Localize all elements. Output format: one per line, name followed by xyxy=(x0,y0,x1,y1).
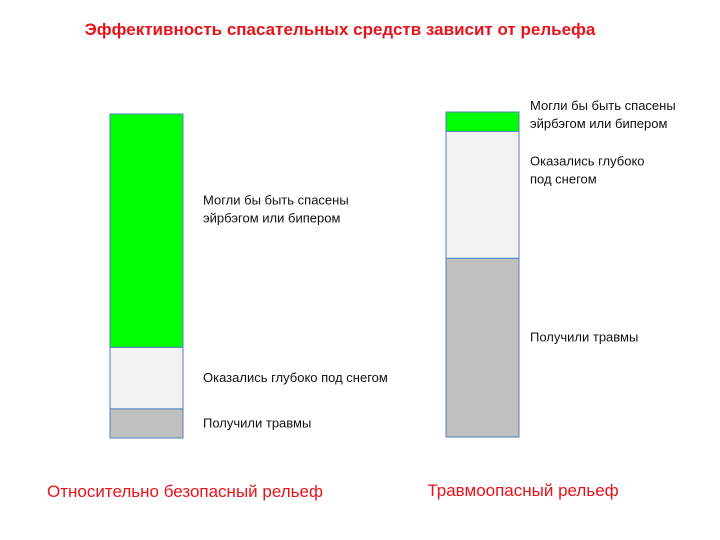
segment-label-buried-deep-traumatic-terrain: Оказались глубоко под снегом xyxy=(530,153,645,187)
category-label-traumatic-terrain: Травмоопасный рельеф xyxy=(427,481,619,500)
bar-segment-could-be-saved-safe-terrain xyxy=(110,114,183,347)
segment-label-buried-deep-safe-terrain: Оказались глубоко под снегом xyxy=(203,370,388,386)
bar-segment-buried-deep-safe-terrain xyxy=(110,347,183,409)
segment-label-injured-safe-terrain: Получили травмы xyxy=(203,415,312,431)
bar-segment-injured-traumatic-terrain xyxy=(446,258,519,437)
bar-segment-could-be-saved-traumatic-terrain xyxy=(446,112,519,132)
chart-title: Эффективность спасательных средств зависит от рельефа xyxy=(84,20,596,39)
segment-label-could-be-saved-traumatic-terrain: Могли бы быть спасены эйрбэгом или бипером xyxy=(530,98,676,131)
category-label-safe-terrain: Относительно безопасный рельеф xyxy=(47,482,323,501)
segment-label-could-be-saved-safe-terrain: Могли бы быть спасены эйрбэгом или бипером xyxy=(203,192,349,226)
bar-segment-injured-safe-terrain xyxy=(110,409,183,438)
bar-segment-buried-deep-traumatic-terrain xyxy=(446,132,519,259)
segment-label-injured-traumatic-terrain: Получили травмы xyxy=(530,329,639,345)
